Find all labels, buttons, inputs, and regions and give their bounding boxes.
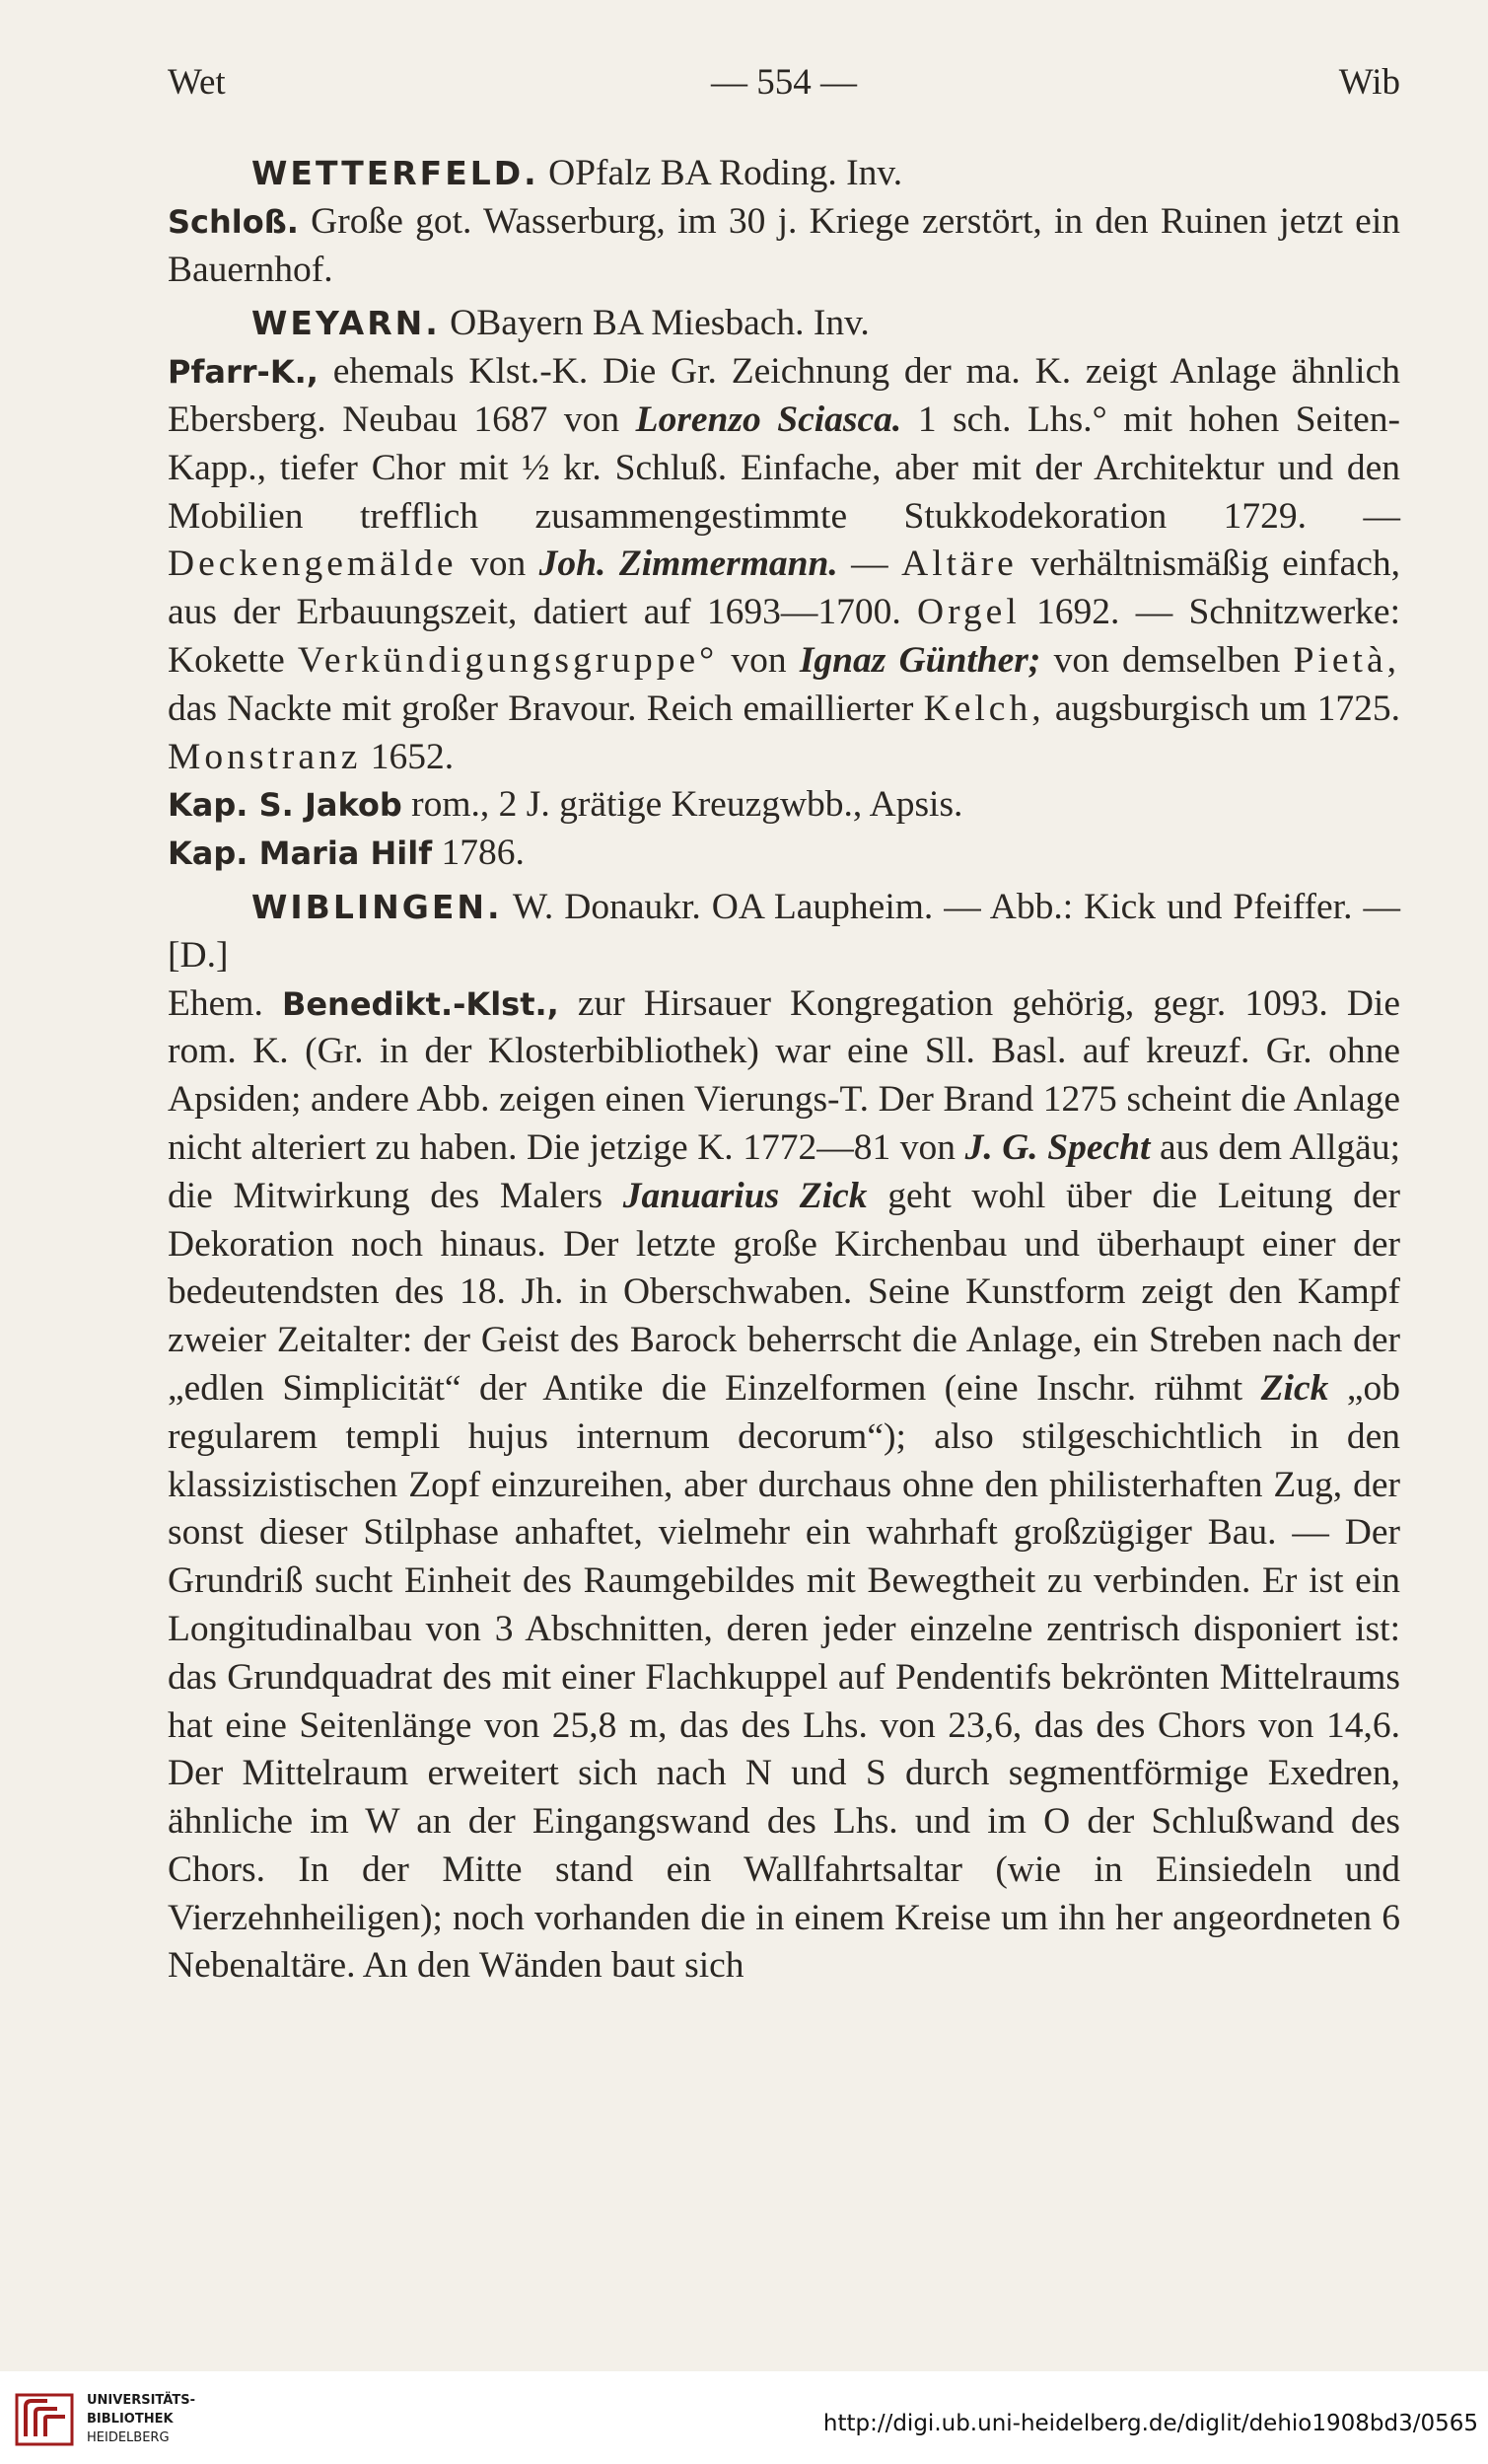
entry-heading-line	[168, 884, 1400, 980]
entry-object-label: Kap. S. Jakob	[168, 786, 402, 825]
page-number: — 554 —	[711, 62, 857, 103]
library-name	[87, 2391, 195, 2447]
entry-text: ehemals Klst.-K. Die Gr. Zeichnung der ma. K. zeigt Anlage ähnlich Ebersberg. Neubau 1687 von	[168, 351, 1400, 440]
entry-text: 1652.	[361, 736, 455, 777]
entry-text: von	[718, 639, 800, 681]
library-name-line: UNIVERSITÄTS-	[87, 2393, 195, 2408]
entry-title: WIBLINGEN.	[251, 887, 503, 926]
entry-paragraph	[168, 348, 1400, 781]
entry-intro: W. Donaukr. OA Laupheim. — Abb.: Kick und Pfeiffer. — [D.]	[168, 886, 1400, 976]
entry-heading-line	[168, 150, 1400, 198]
entry-intro: OBayern BA Miesbach. Inv.	[440, 303, 870, 344]
entry-paragraph	[168, 198, 1400, 295]
entry-text: 1 sch. Lhs.° mit hohen Seiten-Kapp., tiefer Chor mit ½ kr. Schluß. Einfache, aber mit der Architektur und den Mobilien trefflich zusammengestimmte Stukkodekoration 1729. —	[168, 399, 1400, 537]
artist-name: J. G. Specht	[964, 1126, 1151, 1168]
entry-object-label: Benedikt.-Klst.,	[281, 984, 559, 1023]
spaced-term: Pietà,	[1293, 639, 1400, 681]
spaced-term: Orgel	[917, 592, 1021, 633]
entry-weyarn	[168, 300, 1400, 878]
artist-name: Lorenzo Sciasca.	[635, 399, 902, 440]
header-left-keyword: Wet	[168, 62, 226, 103]
page-body	[168, 150, 1400, 1991]
running-header	[168, 61, 1400, 110]
entry-text: zur Hirsauer Kongregation gehörig, gegr. 1093. Die rom. K. (Gr. in der Klosterbibliothek) war eine Sll. Basl. auf kreuzf. Gr. ohne Apsiden; andere Abb. zeigen einen Vierungs-T. Der Brand 1275 scheint die Anlage nicht alteriert zu haben. Die jetzige K. 1772—81 von	[168, 982, 1400, 1168]
entry-text: augsburgisch um 1725.	[1044, 688, 1400, 729]
spaced-term: Monstranz	[168, 736, 362, 777]
entry-text: das Nackte mit großer Bravour. Reich emaillierter	[168, 688, 924, 729]
entry-text: geht wohl über die Leitung der Dekoration noch hinaus. Der letzte große Kirchenbau und überhaupt einer der bedeutendsten des 18. Jh. in Oberschwaben. Seine Kunstform zeigt den Kampf zweier Zeitalter: der Geist des Barock beherrscht die Anlage, ein Streben nach der „edlen Simplicität“ der Antike die Einzelformen (eine Inschr. rühmt	[168, 1175, 1401, 1409]
entry-text: „ob regularem templi hujus internum decorum“); also stilgeschichtlich in den klassizistischen Zopf einzureihen, aber durchaus ohne den philisterhaften Zug, der sonst dieser Stilphase anhaftet, vielmehr ein wahrhaft großzügiger Bau. — Der Grundriß sucht Einheit des Raumgebildes mit Bewegtheit zu verbinden. Er ist ein Longitudinalbau von 3 Abschnitten, deren jeder einzelne zentrisch disponiert ist: das Grundquadrat des mit einer Flachkuppel auf Pendentifs bekrönten Mittelraums hat eine Seitenlänge von 25,8 m, das des Lhs. von 23,6, das des Chors von 14,6. Der Mittelraum erweitert sich nach N und S durch segmentförmige Exedren, ähnliche im W an der Eingangswand des Lhs. und im O der Schlußwand des Chors. In der Mitte stand ein Wallfahrtsaltar (wie in Einsiedeln und Vierzehnheiligen); noch vorhanden die in einem Kreise um ihn her angeordneten 6 Nebenaltäre. An den Wänden baut sich	[168, 1367, 1400, 1987]
spaced-term: Kelch,	[923, 688, 1045, 729]
entry-paragraph	[168, 980, 1400, 1992]
entry-heading-line	[168, 300, 1400, 348]
entry-text: aus dem Allgäu; die Mitwirkung des Malers	[168, 1126, 1401, 1216]
entry-text: 1692. — Schnitzwerke: Kokette	[168, 592, 1400, 681]
spaced-term: Verkündigungsgruppe°	[297, 639, 719, 681]
library-name-line: HEIDELBERG	[87, 2430, 170, 2445]
artist-name: Zick	[1260, 1367, 1329, 1409]
artist-name: Ignaz Günther;	[799, 639, 1041, 681]
entry-title: WEYARN.	[251, 304, 441, 343]
library-name-line: BIBLIOTHEK	[87, 2412, 174, 2427]
entry-text: von demselben	[1040, 639, 1294, 681]
spaced-term: Altäre	[901, 544, 1018, 585]
entry-title: WETTERFELD.	[251, 154, 539, 192]
ub-heidelberg-logo-icon	[14, 2389, 75, 2450]
entry-text: Große got. Wasserburg, im 30 j. Kriege zerstört, in den Ruinen jetzt ein Bauernhof.	[168, 200, 1400, 290]
entry-intro: OPfalz BA Roding. Inv.	[538, 153, 903, 193]
entry-text: von	[457, 544, 539, 585]
entry-object-label: Kap. Maria Hilf	[168, 834, 433, 873]
source-url-link[interactable]: http://digi.ub.uni-heidelberg.de/diglit/dehio1908bd3/0565	[822, 2411, 1478, 2436]
artist-name: Joh. Zimmermann.	[538, 544, 838, 585]
entry-object-label: Schloß.	[168, 202, 299, 241]
entry-text: Ehem.	[168, 982, 282, 1024]
spaced-term: Deckengemälde	[168, 544, 458, 585]
entry-text: —	[837, 544, 902, 585]
entry-text: verhältnismäßig einfach, aus der Erbauungszeit, datiert auf 1693—1700.	[168, 544, 1401, 633]
entry-object-label: Pfarr-K.,	[168, 353, 319, 392]
entry-wetterfeld	[168, 150, 1400, 294]
artist-name: Januarius Zick	[622, 1175, 868, 1216]
entry-paragraph	[168, 830, 1400, 878]
entry-paragraph	[168, 781, 1400, 830]
header-right-keyword: Wib	[1338, 62, 1400, 103]
viewer-footer	[0, 2371, 1488, 2464]
entry-text: 1786.	[432, 833, 525, 874]
entry-wiblingen	[168, 884, 1400, 1991]
entry-text: rom., 2 J. grätige Kreuzgwbb., Apsis.	[401, 784, 963, 826]
